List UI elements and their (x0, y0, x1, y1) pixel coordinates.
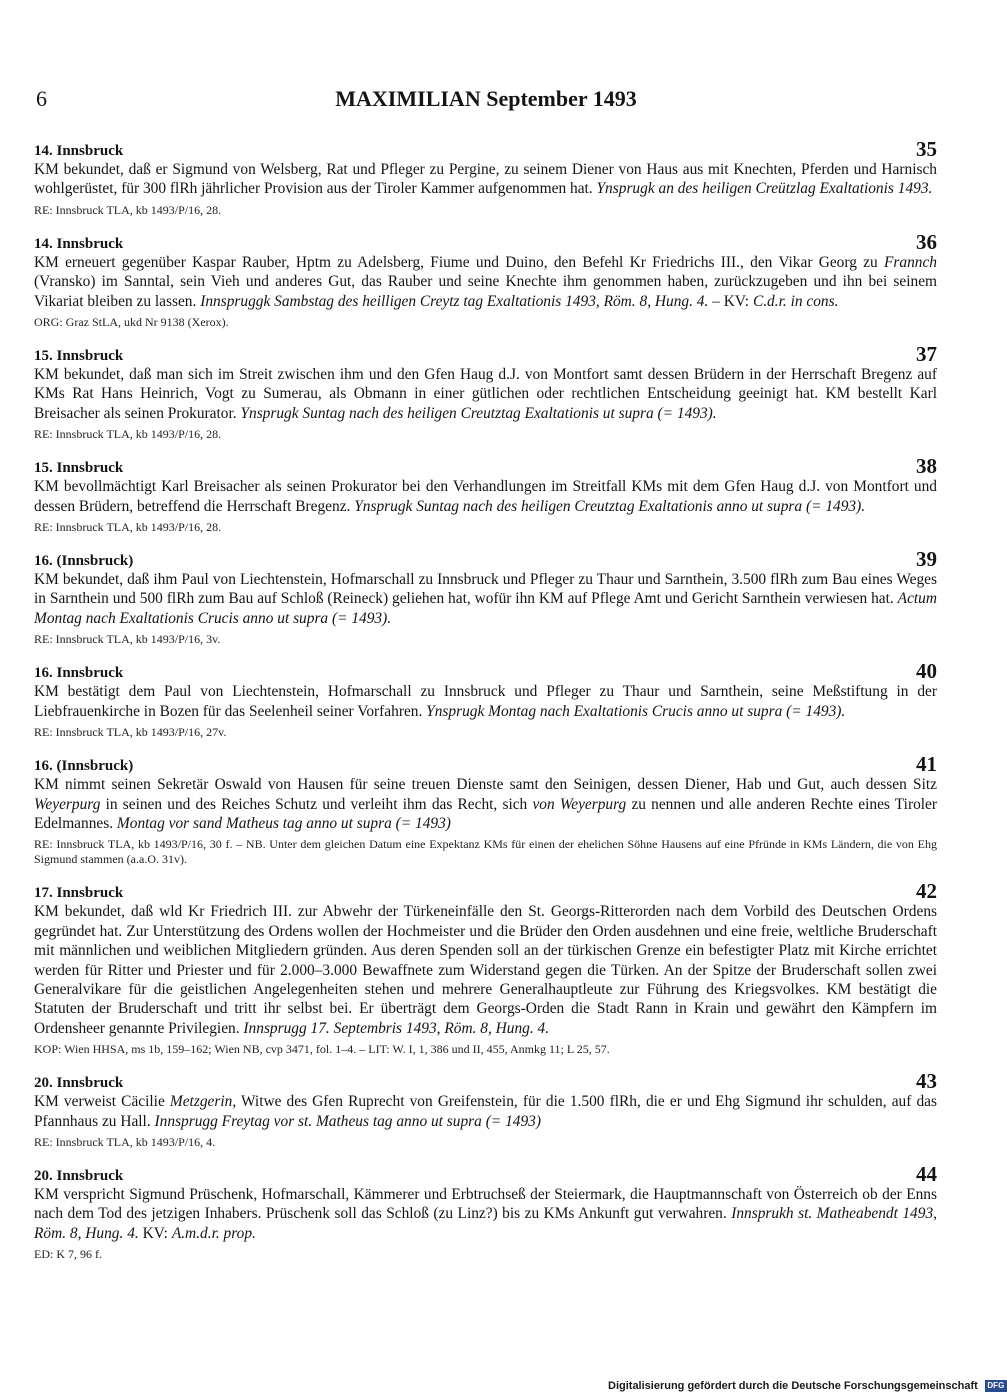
regest-entry (34, 880, 937, 1057)
entry-summary (34, 365, 937, 423)
entry-text: KM bekundet, daß ihm Paul von Liechtenstein, Hofmarschall zu Innsbruck und Pfleger zu Thaur und Sarnthein, 3.500 flRh zum Bau eines Weges in Sarnthein und 500 flRh zum Bau auf Schloß (Reineck) geliehen hat, wofür ihn KM auf Pflege Amt und Gericht Sarnthein verwiesen hat. (34, 571, 937, 608)
entry-source-note: RE: Innsbruck TLA, kb 1493/P/16, 4. (34, 1134, 216, 1149)
entry-dating-clause: A.m.d.r. prop. (171, 1224, 256, 1242)
entry-number: 44 (916, 1161, 937, 1186)
regest-entry (34, 1070, 937, 1150)
entry-summary (34, 253, 937, 311)
entry-dating-clause: Innsprugg Freytag vor st. Matheus tag anno ut supra (= 1493) (154, 1112, 541, 1130)
entry-dating-clause: C.d.r. in cons. (752, 292, 839, 310)
entry-dating-clause: Ynsprugk Suntag nach des heiligen Creutztag Exaltationis anno ut supra (= 1493). (354, 497, 866, 515)
entry-number: 35 (916, 137, 937, 161)
entry-date-place: 14. Innsbruck (34, 235, 124, 252)
entry-date-place: 16. Innsbruck (34, 665, 124, 682)
regest-entry (34, 1163, 937, 1262)
entry-summary (34, 477, 937, 516)
entry-text: KM nimmt seinen Sekretär Oswald von Hausen für seine treuen Dienste samt den Seinigen, dessen Diener, Hab und Gut, auch dessen Sitz (34, 776, 937, 794)
entry-text: – KV: (708, 292, 753, 310)
entry-dating-clause: Actum Montag nach Exaltationis Crucis anno ut supra (= 1493). (34, 590, 937, 627)
entry-heading (34, 753, 937, 775)
entry-dating-clause: Innsprugg 17. Septembris 1493, Röm. 8, Hung. 4. (243, 1019, 550, 1037)
entry-source-note: RE: Innsbruck TLA, kb 1493/P/16, 27v. (34, 725, 227, 740)
entry-number: 40 (916, 659, 937, 684)
entry-heading (34, 1163, 937, 1185)
entry-source-note: RE: Innsbruck TLA, kb 1493/P/16, 28. (34, 427, 222, 442)
entry-heading (34, 548, 937, 570)
entry-source-note: RE: Innsbruck TLA, kb 1493/P/16, 28. (34, 520, 222, 535)
entry-summary (34, 1185, 937, 1243)
entry-date-place: 17. Innsbruck (34, 885, 124, 902)
entry-heading (34, 231, 937, 253)
entry-summary (34, 902, 937, 1038)
entry-summary (34, 682, 937, 721)
entry-date-place: 14. Innsbruck (34, 143, 124, 159)
entry-text: KM verspricht Sigmund Prüschenk, Hofmarschall, Kämmerer und Erbtruchseß der Steiermark, die Hauptmannschaft von Österreich ob der Enns nach dem Tod des jetzigen Inhabers. Prüschenk soll das Schloß (zu Linz?) bis zu KMs Ankunft gut verwahren. (34, 1185, 937, 1223)
entry-text: zu nennen und alle anderen Rechte eines Tiroler Edelmannes. (34, 795, 937, 832)
regest-entry (34, 231, 937, 330)
entry-number: 43 (916, 1069, 937, 1094)
entry-date-place: 15. Innsbruck (34, 348, 124, 365)
entry-dating-clause: Innspruggk Sambstag des heilligen Creytz tag Exaltationis 1493, Röm. 8, Hung. 4. (200, 292, 709, 310)
regest-entry (34, 660, 937, 740)
entry-heading (34, 138, 937, 160)
entry-source-note: RE: Innsbruck TLA, kb 1493/P/16, 28. (34, 202, 222, 217)
regesta-list (34, 138, 937, 1275)
footer-funding-note: Digitalisierung gefördert durch die Deutsche Forschungsgemeinschaft (608, 1380, 978, 1392)
entry-summary (34, 1092, 937, 1131)
entry-dating-clause: Ynsprugk an des heiligen Creützlag Exaltationis 1493. (596, 180, 933, 198)
entry-dating-clause: von Weyerpurg (532, 795, 627, 813)
entry-text: (Vransko) im Sanntal, sein Vieh und anderes Gut, das Rauber und seine Knechte ihm genommen haben, zurückzugeben und ihn bei seinem Vikariat bleiben zu lassen. (34, 273, 937, 310)
entry-dating-clause: Metzgerin (169, 1093, 233, 1111)
entry-text: KM bekundet, daß er Sigmund von Welsberg, Rat und Pfleger zu Pergine, zu seinem Diener von Haus aus mit Knechten, Pferden und Harnisch wohlgerüstet, für 300 flRh jährlicher Provision aus der Tiroler Kammer aufgenommen hat. (34, 161, 937, 198)
entry-dating-clause: Montag vor sand Matheus tag anno ut supra (= 1493) (116, 814, 451, 832)
entry-heading (34, 1070, 937, 1092)
regest-entry (34, 138, 937, 218)
running-title: MAXIMILIAN September 1493 (335, 86, 637, 111)
entry-number: 42 (916, 879, 937, 904)
entry-number: 38 (916, 454, 937, 479)
entry-date-place: 20. Innsbruck (34, 1075, 124, 1092)
entry-source-note: KOP: Wien HHSA, ms 1b, 159–162; Wien NB, cvp 3471, fol. 1–4. – LIT: W. I, 1, 386 und II, 455, Anmkg 11; L 25, 57. (34, 1042, 610, 1057)
entry-date-place: 16. (Innsbruck) (34, 553, 134, 570)
entry-heading (34, 455, 937, 477)
entry-dating-clause: Innsprukh st. Matheabendt 1493, Röm. 8, Hung. 4. (34, 1205, 937, 1242)
entry-dating-clause: Frannch (883, 253, 937, 271)
entry-summary (34, 775, 937, 833)
entry-heading (34, 880, 937, 902)
entry-text: KM verweist Cäcilie (34, 1093, 170, 1111)
entry-text: KM bekundet, daß man sich im Streit zwischen ihm und den Gfen Haug d.J. von Montfort samt dessen Brüdern in der Herrschaft Bregenz auf KMs Rat Hans Heinrich, Vogt zu Sumerau, als Obmann in einer gütlichen oder rechtlichen Entscheidung geeinigt hat. KM bestellt Karl Breisacher als seinen Prokurator. (34, 366, 937, 422)
entry-date-place: 20. Innsbruck (34, 1167, 124, 1184)
entry-source-note: RE: Innsbruck TLA, kb 1493/P/16, 3v. (34, 632, 221, 647)
entry-number: 39 (916, 547, 937, 572)
regest-entry (34, 753, 937, 867)
entry-text: KM bevollmächtigt Karl Breisacher als seinen Prokurator bei den Verhandlungen im Streitfall KMs mit dem Gfen Haug d.J. von Montfort und dessen Brüdern, betreffend die Herrschaft Bregenz. (34, 478, 937, 515)
page-number: 6 (36, 86, 47, 111)
entry-summary (34, 570, 937, 628)
entry-text: KM erneuert gegenüber Kaspar Rauber, Hptm zu Adelsberg, Fiume und Duino, den Befehl Kr Friedrichs III., den Vikar Georg zu (34, 253, 884, 271)
entry-number: 41 (916, 752, 937, 777)
entry-heading (34, 343, 937, 365)
page-header (36, 86, 936, 116)
entry-text: KV: (138, 1224, 172, 1242)
entry-number: 37 (916, 342, 937, 367)
entry-number: 36 (916, 229, 937, 254)
dfg-logo-icon: DFG (985, 1380, 1007, 1392)
entry-text: KM bekundet, daß wld Kr Friedrich III. zur Abwehr der Türkeneinfälle den St. Georgs-Ritterorden nach dem Vorbild des Deutschen Ordens gegründet hat. Zur Unterstützung des Ordens wollen der Hochmeister und die Brüder den Orden ausdehnen und eine freie, weltliche Bruderschaft mit männlichen und weiblichen Mitgliedern gründen. Aus deren Spenden soll an der türkischen Grenze ein befestigter Platz mit Kirche errichtet werden für Ritter und Priester und für 2.000–3.000 Bewaffnete zum Widerstand gegen die Türken. An der Spitze der Bruderschaft sollen zwei Generalvikare für die geistlichen Angelegenheiten stehen und mehrere Generalhauptleute zur Führung des Kriegsvolkes. KM bestätigt die Statuten der Bruderschaft und tritt ihr selbst bei. Er überträgt dem Georgs-Orden die Stadt Rann in Krain und gewährt den Kämpfern im Ordensheer genannte Privilegien. (34, 903, 937, 1037)
regest-entry (34, 455, 937, 535)
regest-entry (34, 343, 937, 442)
entry-text: in seinen und des Reiches Schutz und verleiht ihm das Recht, sich (100, 795, 533, 813)
entry-heading (34, 660, 937, 682)
entry-date-place: 16. (Innsbruck) (34, 758, 134, 775)
entry-dating-clause: Ynsprugk Montag nach Exaltationis Crucis anno ut supra (= 1493). (426, 702, 846, 720)
entry-date-place: 15. Innsbruck (34, 460, 124, 477)
entry-dating-clause: Weyerpurg (34, 795, 101, 813)
entry-text: KM bestätigt dem Paul von Liechtenstein, Hofmarschall zu Innsbruck und Pfleger zu Thaur und Sarnthein, seine Meßstiftung in der Liebfrauenkirche in Bozen für das Seelenheil seiner Vorfahren. (34, 683, 937, 720)
entry-summary (34, 160, 937, 199)
entry-source-note: ORG: Graz StLA, ukd Nr 9138 (Xerox). (34, 315, 229, 330)
entry-source-note: ED: K 7, 96 f. (34, 1247, 102, 1262)
regest-entry (34, 548, 937, 647)
entry-source-note: RE: Innsbruck TLA, kb 1493/P/16, 30 f. – NB. Unter dem gleichen Datum eine Expektanz KMs für einen der ehelichen Söhne Hausens auf eine Pfründe in KMs Ländern, die von Ehg Sigmund stammen (a.a.O. 31v). (34, 837, 937, 867)
footer (608, 1380, 1007, 1392)
entry-dating-clause: Ynsprugk Suntag nach des heiligen Creutztag Exaltationis ut supra (= 1493). (240, 404, 717, 422)
entry-text: , Witwe des Gfen Ruprecht von Greifenstein, für die 1.500 flRh, die er und Ehg Sigmund ihr schulden, auf das Pfannhaus zu Hall. (34, 1093, 937, 1130)
